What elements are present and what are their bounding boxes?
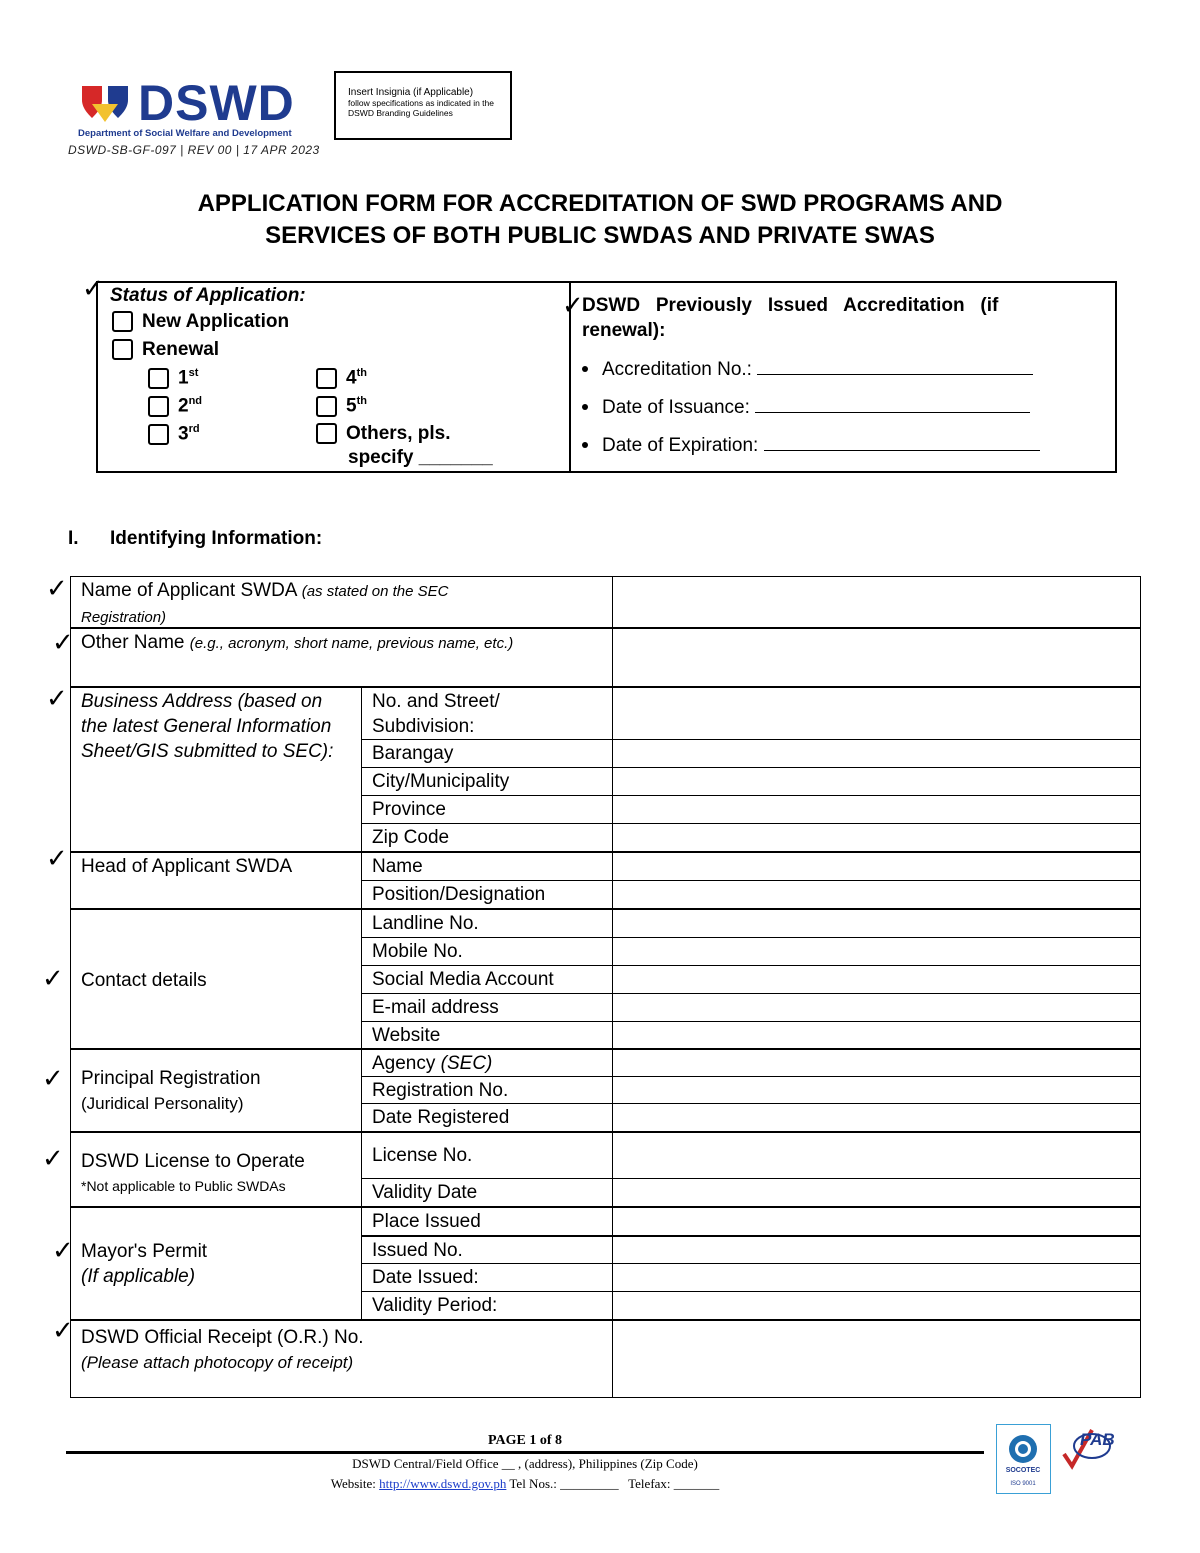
renewal-4th-sup: th <box>356 367 367 379</box>
place-issued-label: Place Issued <box>361 1206 613 1236</box>
website-label-footer: Website: <box>330 1476 376 1491</box>
status-heading: Status of Application: <box>110 285 306 306</box>
iso-certification-badge <box>996 1424 1051 1494</box>
renewal-2nd-sup: nd <box>188 395 203 407</box>
contact-details-label: Contact details <box>70 908 362 1049</box>
social-media-label: Social Media Account <box>361 965 613 994</box>
website-value[interactable] <box>612 1021 1141 1049</box>
license-note: *Not applicable to Public SWDAs <box>81 1178 286 1194</box>
footer-tel: Tel Nos.: _________ Telefax: _______ <box>506 1476 720 1491</box>
accreditation-no-row <box>582 359 1033 381</box>
renewal-2nd-checkbox[interactable] <box>148 396 169 417</box>
business-address-label-cell <box>70 686 362 852</box>
date-expiration-label: Date of Expiration: <box>602 435 759 456</box>
pab-accreditation-badge <box>1058 1424 1114 1494</box>
address-province-label: Province <box>361 795 613 824</box>
insignia-line-2: follow specifications as indicated in the <box>348 98 494 108</box>
name-of-applicant-note-2: Registration) <box>81 609 167 626</box>
form-code: DSWD-SB-GF-097 | REV 00 | 17 APR 2023 <box>68 143 320 157</box>
renewal-1st-sup: st <box>188 367 199 379</box>
dswd-logo <box>78 75 308 140</box>
renewal-5th-sup: th <box>356 395 367 407</box>
check-mark-icon: ✓ <box>46 574 68 604</box>
address-subdivision-label: Subdivision: <box>372 716 475 737</box>
place-issued-value[interactable] <box>612 1206 1141 1236</box>
renewal-label: Renewal <box>142 339 220 360</box>
dswd-emblem-icon <box>78 82 134 126</box>
renewal-3rd-checkbox[interactable] <box>148 424 169 445</box>
check-mark-icon: ✓ <box>42 1064 64 1094</box>
official-receipt-label-cell <box>70 1319 613 1398</box>
principal-registration-label: Principal Registration <box>81 1068 261 1089</box>
official-receipt-value[interactable] <box>612 1319 1141 1398</box>
head-of-applicant-label: Head of Applicant SWDA <box>70 851 362 909</box>
name-of-applicant-value[interactable] <box>612 576 1141 628</box>
logo-subtitle: Department of Social Welfare and Development <box>78 128 292 139</box>
agency-value[interactable] <box>612 1048 1141 1077</box>
address-zip-value[interactable] <box>612 823 1141 852</box>
email-value[interactable] <box>612 993 1141 1022</box>
head-name-label: Name <box>361 851 613 881</box>
accreditation-no-label: Accreditation No.: <box>602 359 752 380</box>
renewal-option[interactable] <box>112 339 219 361</box>
new-application-checkbox[interactable] <box>112 311 133 332</box>
name-of-applicant-label: Name of Applicant SWDA <box>81 580 297 601</box>
mobile-value[interactable] <box>612 937 1141 966</box>
principal-registration-label-cell <box>70 1048 362 1132</box>
issued-no-value[interactable] <box>612 1235 1141 1264</box>
other-name-note: (e.g., acronym, short name, previous name, etc.) <box>189 635 514 652</box>
bullet-icon <box>582 366 588 372</box>
renewal-3rd-option[interactable] <box>148 423 200 445</box>
others-label-1: Others, pls. <box>346 423 451 444</box>
renewal-4th-num: 4 <box>346 367 357 389</box>
iso-sub-label: ISO 9001 <box>1010 1481 1036 1487</box>
issued-no-label: Issued No. <box>361 1235 613 1264</box>
insignia-line-1: Insert Insignia (if Applicable) <box>348 87 474 98</box>
official-receipt-label: DSWD Official Receipt (O.R.) No. <box>81 1327 364 1348</box>
check-mark-icon: ✓ <box>82 274 104 304</box>
address-city-value[interactable] <box>612 767 1141 796</box>
check-mark-icon: ✓ <box>52 1316 74 1346</box>
check-mark-icon: ✓ <box>46 684 68 714</box>
section-number: I. <box>68 528 79 549</box>
page-number: PAGE 1 of 8 <box>487 1433 562 1448</box>
section-title: Identifying Information: <box>110 528 323 549</box>
head-name-value[interactable] <box>612 851 1141 881</box>
bullet-icon <box>582 442 588 448</box>
validity-period-label: Validity Period: <box>361 1291 613 1320</box>
mayors-permit-note: (If applicable) <box>81 1266 196 1287</box>
website-link[interactable]: http://www.dswd.gov.ph <box>379 1476 507 1491</box>
date-issuance-field[interactable] <box>755 397 1030 413</box>
landline-label: Landline No. <box>361 908 613 938</box>
address-barangay-value[interactable] <box>612 739 1141 768</box>
renewal-4th-checkbox[interactable] <box>316 368 337 389</box>
mobile-label: Mobile No. <box>361 937 613 966</box>
address-street-label: No. and Street/ <box>372 691 500 712</box>
date-expiration-row <box>582 435 1040 457</box>
check-mark-icon: ✓ <box>562 291 584 321</box>
mayors-permit-label-cell <box>70 1206 362 1320</box>
renewal-1st-option[interactable] <box>148 367 198 389</box>
renewal-4th-option[interactable] <box>316 367 367 389</box>
license-label-cell <box>70 1131 362 1207</box>
validity-date-value[interactable] <box>612 1178 1141 1207</box>
footer-address: DSWD Central/Field Office __ , (address), Philippines (Zip Code) <box>352 1456 698 1471</box>
page-title <box>80 188 1120 252</box>
renewal-1st-num: 1 <box>178 367 189 389</box>
address-street-label-cell <box>361 686 613 740</box>
bullet-icon <box>582 404 588 410</box>
renewal-5th-num: 5 <box>346 395 357 417</box>
validity-date-label: Validity Date <box>361 1178 613 1207</box>
insignia-line-3: DSWD Branding Guidelines <box>348 108 453 118</box>
head-position-label: Position/Designation <box>361 880 613 909</box>
iso-label: SOCOTEC <box>1005 1467 1041 1474</box>
footer-contact <box>66 1476 984 1492</box>
address-city-label: City/Municipality <box>361 767 613 796</box>
date-issuance-row <box>582 397 1030 419</box>
social-media-value[interactable] <box>612 965 1141 994</box>
check-mark-icon: ✓ <box>52 1236 74 1266</box>
date-expiration-field[interactable] <box>764 435 1040 451</box>
new-application-option[interactable] <box>112 311 289 333</box>
name-of-applicant-label-cell <box>70 576 613 628</box>
landline-value[interactable] <box>612 908 1141 938</box>
validity-period-value[interactable] <box>612 1291 1141 1320</box>
name-of-applicant-note: (as stated on the SEC <box>301 583 449 600</box>
pab-label: PAB <box>1080 1430 1115 1449</box>
principal-registration-note: (Juridical Personality) <box>81 1094 244 1113</box>
address-province-value[interactable] <box>612 795 1141 824</box>
check-mark-icon: ✓ <box>46 844 68 874</box>
new-application-label: New Application <box>142 311 290 332</box>
check-mark-icon: ✓ <box>42 964 64 994</box>
renewal-others-checkbox[interactable] <box>316 423 337 444</box>
renewal-2nd-num: 2 <box>178 395 189 417</box>
logo-text: DSWD <box>138 75 295 131</box>
date-issued-value[interactable] <box>612 1263 1141 1292</box>
others-label-2[interactable]: specify _______ <box>348 447 493 468</box>
insignia-placeholder <box>334 71 512 140</box>
business-address-line-3: Sheet/GIS submitted to SEC): <box>81 741 334 762</box>
agency-note: (SEC) <box>440 1053 493 1074</box>
check-mark-icon: ✓ <box>42 1144 64 1174</box>
address-barangay-label: Barangay <box>361 739 613 768</box>
renewal-5th-checkbox[interactable] <box>316 396 337 417</box>
section-heading <box>68 528 322 550</box>
head-position-value[interactable] <box>612 880 1141 909</box>
agency-label: Agency <box>372 1053 436 1074</box>
license-no-label: License No. <box>361 1131 613 1179</box>
status-of-application-box <box>96 281 1117 473</box>
website-label: Website <box>361 1021 613 1049</box>
address-street-value[interactable] <box>612 686 1141 740</box>
email-label: E-mail address <box>361 993 613 1022</box>
previous-accreditation-heading-1: DSWD Previously Issued Accreditation (if <box>582 295 999 316</box>
date-issuance-label: Date of Issuance: <box>602 397 750 418</box>
mayors-permit-label: Mayor's Permit <box>81 1241 208 1262</box>
previous-accreditation-heading-2: renewal): <box>582 320 666 341</box>
renewal-1st-checkbox[interactable] <box>148 368 169 389</box>
renewal-others-option[interactable] <box>316 423 451 445</box>
renewal-checkbox[interactable] <box>112 339 133 360</box>
title-line-1: APPLICATION FORM FOR ACCREDITATION OF SWD PROGRAMS AND <box>197 190 1003 217</box>
date-registered-value[interactable] <box>612 1103 1141 1132</box>
address-zip-label: Zip Code <box>361 823 613 852</box>
renewal-3rd-num: 3 <box>178 423 189 445</box>
date-registered-label: Date Registered <box>361 1103 613 1132</box>
title-line-2: SERVICES OF BOTH PUBLIC SWDAS AND PRIVATE SWAS <box>265 222 935 249</box>
license-no-value[interactable] <box>612 1131 1141 1179</box>
agency-label-cell <box>361 1048 613 1077</box>
accreditation-no-field[interactable] <box>757 359 1033 375</box>
footer-divider <box>66 1451 984 1454</box>
date-issued-label: Date Issued: <box>361 1263 613 1292</box>
renewal-3rd-sup: rd <box>188 423 200 435</box>
official-receipt-note: (Please attach photocopy of receipt) <box>81 1353 354 1372</box>
registration-no-label: Registration No. <box>361 1076 613 1104</box>
other-name-label-cell <box>70 627 613 687</box>
business-address-line-2: the latest General Information <box>81 716 332 737</box>
other-name-value[interactable] <box>612 627 1141 687</box>
check-mark-icon: ✓ <box>52 628 74 658</box>
renewal-5th-option[interactable] <box>316 395 367 417</box>
renewal-2nd-option[interactable] <box>148 395 202 417</box>
license-label: DSWD License to Operate <box>81 1151 305 1172</box>
other-name-label: Other Name <box>81 632 185 653</box>
business-address-line-1: Business Address (based on <box>81 691 323 712</box>
registration-no-value[interactable] <box>612 1076 1141 1104</box>
